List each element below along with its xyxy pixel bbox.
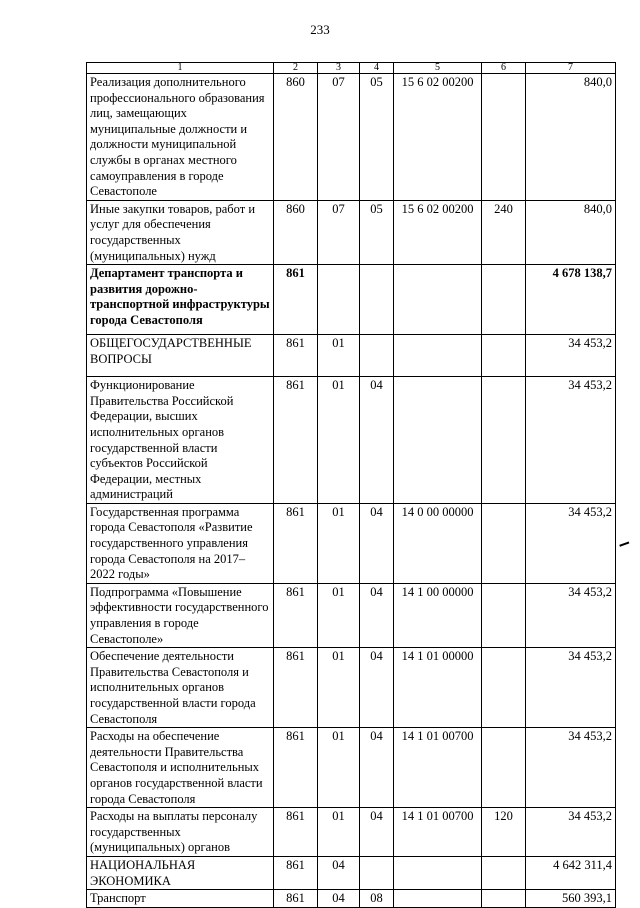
vr-code-cell (482, 856, 526, 889)
header-cell: 2 (274, 63, 318, 74)
pr-code-cell (360, 335, 394, 377)
row-name-cell: Функционирование Правительства Российской Федерации, высших исполнительных органов государственной власти субъектов Российской Федерации, местных администраций (87, 377, 274, 504)
pr-code-cell: 05 (360, 200, 394, 264)
margin-pen-mark (619, 541, 630, 550)
gr-code-cell: 861 (274, 856, 318, 889)
row-name-cell: НАЦИОНАЛЬНАЯ ЭКОНОМИКА (87, 856, 274, 889)
csr-code-cell (394, 265, 482, 335)
table-row (87, 856, 616, 889)
row-name-cell: Департамент транспорта и развития дорожно-транспортной инфраструктуры города Севастополя (87, 265, 274, 335)
row-name-cell: Реализация дополнительного профессионального образования лиц, замещающих муниципальные должности и должности муниципальной службы в органах местного самоуправления в городе Севастополе (87, 74, 274, 201)
amount-cell: 34 453,2 (526, 335, 616, 377)
vr-code-cell: 120 (482, 808, 526, 857)
rz-code-cell (318, 265, 360, 335)
gr-code-cell: 861 (274, 808, 318, 857)
table-row (87, 265, 616, 335)
amount-cell: 560 393,1 (526, 890, 616, 908)
amount-cell: 34 453,2 (526, 648, 616, 728)
vr-code-cell (482, 648, 526, 728)
vr-code-cell (482, 503, 526, 583)
pr-code-cell: 04 (360, 728, 394, 808)
row-name-cell: Иные закупки товаров, работ и услуг для обеспечения государственных (муниципальных) нужд (87, 200, 274, 264)
row-name-cell: ОБЩЕГОСУДАРСТВЕННЫЕ ВОПРОСЫ (87, 335, 274, 377)
header-cell: 6 (482, 63, 526, 74)
csr-code-cell (394, 377, 482, 504)
table-row (87, 200, 616, 264)
csr-code-cell (394, 856, 482, 889)
table-row (87, 377, 616, 504)
table-row (87, 648, 616, 728)
row-name-cell: Обеспечение деятельности Правительства Севастополя и исполнительных органов государственной власти города Севастополя (87, 648, 274, 728)
pr-code-cell: 04 (360, 503, 394, 583)
table-row (87, 583, 616, 647)
header-cell: 7 (526, 63, 616, 74)
rz-code-cell: 01 (318, 808, 360, 857)
csr-code-cell: 15 6 02 00200 (394, 74, 482, 201)
amount-cell: 34 453,2 (526, 583, 616, 647)
rz-code-cell: 01 (318, 377, 360, 504)
vr-code-cell (482, 265, 526, 335)
rz-code-cell: 07 (318, 200, 360, 264)
row-name-cell: Расходы на выплаты персоналу государственных (муниципальных) органов (87, 808, 274, 857)
csr-code-cell: 14 0 00 00000 (394, 503, 482, 583)
header-cell: 4 (360, 63, 394, 74)
gr-code-cell: 861 (274, 728, 318, 808)
rz-code-cell: 07 (318, 74, 360, 201)
table-row (87, 335, 616, 377)
gr-code-cell: 861 (274, 890, 318, 908)
row-name-cell: Расходы на обеспечение деятельности Правительства Севастополя и исполнительных органов государственной власти города Севастополя (87, 728, 274, 808)
header-row (87, 63, 616, 74)
vr-code-cell (482, 583, 526, 647)
pr-code-cell: 04 (360, 808, 394, 857)
csr-code-cell: 14 1 01 00700 (394, 808, 482, 857)
rz-code-cell: 01 (318, 648, 360, 728)
table-row (87, 503, 616, 583)
gr-code-cell: 861 (274, 503, 318, 583)
header-cell: 1 (87, 63, 274, 74)
pr-code-cell (360, 265, 394, 335)
pr-code-cell: 04 (360, 377, 394, 504)
amount-cell: 4 678 138,7 (526, 265, 616, 335)
vr-code-cell (482, 728, 526, 808)
amount-cell: 34 453,2 (526, 728, 616, 808)
table-row (87, 808, 616, 857)
gr-code-cell: 861 (274, 648, 318, 728)
gr-code-cell: 861 (274, 265, 318, 335)
csr-code-cell: 14 1 01 00700 (394, 728, 482, 808)
rz-code-cell: 01 (318, 728, 360, 808)
pr-code-cell: 04 (360, 583, 394, 647)
csr-code-cell: 15 6 02 00200 (394, 200, 482, 264)
vr-code-cell (482, 335, 526, 377)
rz-code-cell: 04 (318, 856, 360, 889)
pr-code-cell (360, 856, 394, 889)
rz-code-cell: 01 (318, 335, 360, 377)
amount-cell: 840,0 (526, 200, 616, 264)
pr-code-cell: 05 (360, 74, 394, 201)
row-name-cell: Транспорт (87, 890, 274, 908)
budget-table (86, 62, 616, 908)
amount-cell: 34 453,2 (526, 377, 616, 504)
table-row (87, 728, 616, 808)
header-cell: 5 (394, 63, 482, 74)
gr-code-cell: 861 (274, 335, 318, 377)
row-name-cell: Государственная программа города Севастополя «Развитие государственного управления города Севастополя на 2017–2022 годы» (87, 503, 274, 583)
gr-code-cell: 861 (274, 583, 318, 647)
gr-code-cell: 861 (274, 377, 318, 504)
gr-code-cell: 860 (274, 74, 318, 201)
vr-code-cell (482, 74, 526, 201)
table-row (87, 74, 616, 201)
vr-code-cell (482, 377, 526, 504)
pr-code-cell: 04 (360, 648, 394, 728)
amount-cell: 840,0 (526, 74, 616, 201)
rz-code-cell: 04 (318, 890, 360, 908)
page-number: 233 (310, 22, 330, 37)
row-name-cell: Подпрограмма «Повышение эффективности государственного управления в городе Севастополе» (87, 583, 274, 647)
rz-code-cell: 01 (318, 583, 360, 647)
rz-code-cell: 01 (318, 503, 360, 583)
vr-code-cell: 240 (482, 200, 526, 264)
csr-code-cell: 14 1 00 00000 (394, 583, 482, 647)
amount-cell: 4 642 311,4 (526, 856, 616, 889)
amount-cell: 34 453,2 (526, 808, 616, 857)
header-cell: 3 (318, 63, 360, 74)
csr-code-cell: 14 1 01 00000 (394, 648, 482, 728)
csr-code-cell (394, 335, 482, 377)
amount-cell: 34 453,2 (526, 503, 616, 583)
gr-code-cell: 860 (274, 200, 318, 264)
pr-code-cell: 08 (360, 890, 394, 908)
